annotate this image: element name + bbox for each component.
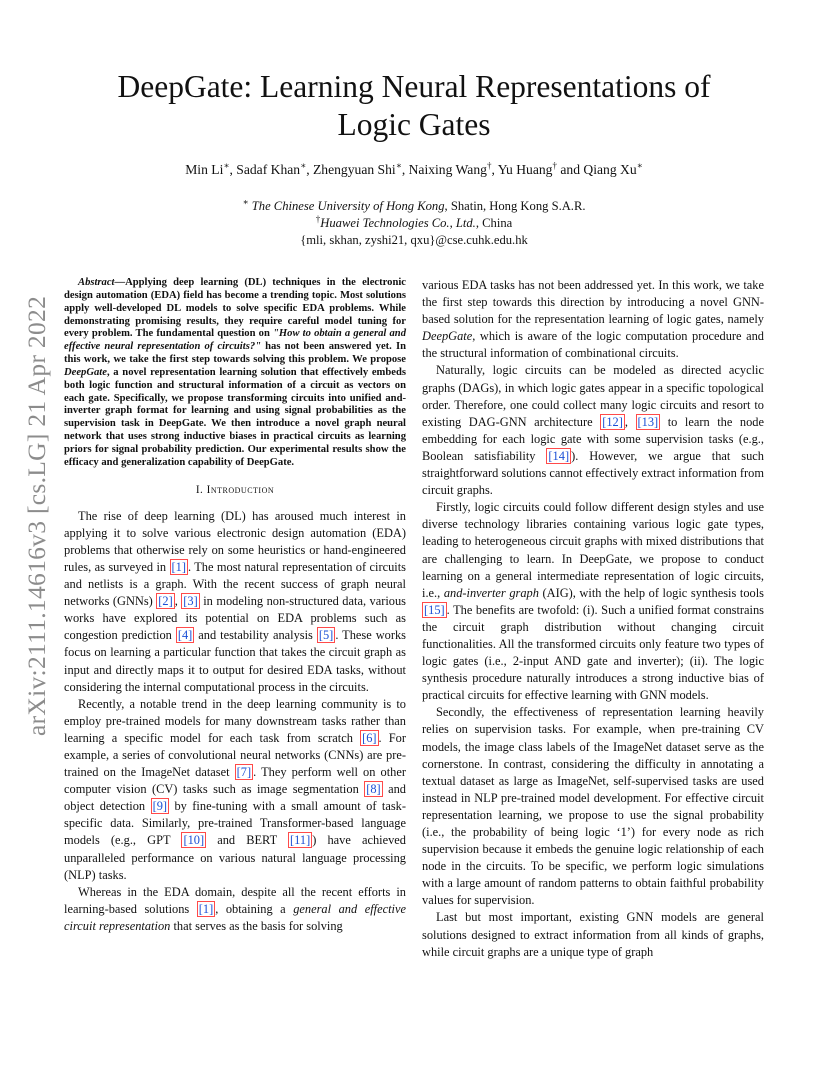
author-emails: {mli, skhan, zyshi21, qxu}@cse.cuhk.edu.hk (300, 233, 528, 247)
section-heading-introduction: I. Introduction (195, 483, 275, 496)
citation-link[interactable]: [8] (366, 782, 381, 797)
abstract (64, 277, 406, 470)
affiliation-place: , Shatin, Hong Kong S.A.R. (444, 199, 586, 213)
affiliation-org: Huawei Technologies Co., Ltd. (320, 216, 476, 230)
author-name: Qiang Xu (583, 162, 637, 177)
title-line-1: DeepGate: Learning Neural Representations of (117, 69, 711, 104)
author-mark: † (486, 160, 492, 171)
abstract-question: "How to obtain a general and effective neural representation of circuits?" (64, 328, 406, 353)
citation-link[interactable]: [2] (158, 594, 173, 609)
author-name: Zhengyuan Shi (313, 162, 396, 177)
citation-link[interactable]: [15] (424, 602, 445, 617)
abstract-label: Abstract (78, 277, 115, 288)
body-paragraph: Naturally, logic circuits can be modeled as directed acyclic graphs (DAGs), in which logic gates appear in a specific topological order. Therefore, one could collect many logic circuits and resort to existing DAG-GNN architecture [12] , [13] to learn the node embedding for each logic gate with some supervision tasks (e.g., Boolean satisfiability [14] ). However, we argue that such straightforward solutions cannot effectively extract information from circuit graphs. (422, 363, 764, 498)
arxiv-identifier-stamp[interactable]: arXiv:2111.14616v3 [cs.LG] 21 Apr 2022 (22, 295, 51, 736)
citation-link[interactable]: [6] (362, 730, 377, 745)
citation-link[interactable]: [1] (171, 559, 186, 574)
citation-link[interactable]: [3] (183, 594, 198, 609)
right-column (422, 277, 764, 961)
citation-link[interactable]: [5] (318, 628, 334, 643)
citation-link[interactable]: [1] (198, 901, 214, 916)
left-column (64, 277, 406, 935)
body-paragraph: Last but most important, existing GNN models are general solutions designed to extract information from all kinds of graphs, while circuit graphs are a unique type of graph (422, 910, 764, 959)
affiliation-mark: ∗ (242, 196, 249, 207)
author-mark: ∗ (636, 160, 643, 171)
body-paragraph: Whereas in the EDA domain, despite all the recent efforts in learning-based solutions [1] , obtaining a general and effective circuit representation that serves as the basis for solving (64, 884, 406, 933)
affiliation-huawei (60, 213, 768, 231)
citation-link[interactable]: [10] (183, 833, 205, 848)
author-mark: ∗ (223, 160, 230, 171)
affiliation-cuhk (60, 196, 768, 214)
body-paragraph: various EDA tasks has not been addressed yet. In this work, we take the first step towards this direction by introducing a novel GNN-based solution for the representation learning of logic gates, namely DeepGate, which is aware of the logic computation procedure and the structural information of combinational circuits. (422, 278, 764, 361)
citation-link[interactable]: [9] (152, 799, 168, 814)
author-name: Sadaf Khan (236, 162, 301, 177)
author-mark: † (552, 160, 557, 171)
citation-link[interactable]: [13] (637, 414, 659, 429)
author-name: Yu Huang (497, 162, 553, 177)
body-paragraph: Secondly, the effectiveness of representation learning heavily relies on supervision tasks. For example, when pre-training CV models, the image class labels of the ImageNet dataset serve as the cornerstone. In contrast, considering the difficulty in annotating a textual dataset as large as ImageNet, self-supervised tasks are used instead in NLP pre-trained model development. For effective circuit representation learning, we propose to use the signal probability (i.e., the probability of being logic ‘1’) for every node as rich supervision because it embeds the genuine logic relationship of each node in the circuits. To be specific, we perform logic simulations with a large amount of random patterns to obtain faithful probability values for supervision. (422, 705, 764, 908)
abstract-text: Abstract—Applying deep learning (DL) techniques in the electronic design automation (EDA) field has become a trending topic. Most solutions apply well-developed DL models to solve specific EDA problems. While demonstrating promising results, they require careful model tuning for every problem. The fundamental question on "How to obtain a general and effective neural representation of circuits?" has not been answered yet. In this work, we take the first step towards solving this problem. We propose DeepGate, a novel representation learning solution that effectively embeds both logic function and structural information of a circuit as vectors on each gate. Specifically, we propose transforming circuits into unified and-inverter graph format for learning and using signal probabilities as the supervision task in DeepGate. We then introduce a novel graph neural network that uses strong inductive biases in practical circuits as learning priors for signal probability prediction. Our experimental results show the efficacy and generalization capability of DeepGate. (64, 277, 406, 468)
author-name: Min Li (185, 162, 224, 177)
title-line-2: Logic Gates (337, 107, 491, 142)
body-paragraph: The rise of deep learning (DL) has aroused much interest in applying it to solve various electronic design automation (EDA) problems that otherwise rely on some heuristics or hand-engineered rules, as surveyed in [1] . The most natural representation of circuits and netlists is a graph. With the recent success of graph neural networks (GNNs) [2] , [3] in modeling non-structured data, various works have explored its potential on EDA problems such as congestion prediction [4] and testability analysis [5] . These works focus on learning a particular function that takes the circuit graph as input and directly maps it to output for desired EDA tasks, without considering the internal computational process in the circuits. (64, 508, 406, 694)
paper-title (60, 68, 768, 144)
body-paragraph: Firstly, logic circuits could follow different design styles and use diverse technology libraries containing various logic gate types, leading to heterogeneous circuit graphs with mixed distributions that are challenging to learn. In DeepGate, we propose to conduct learning on a general intermediate representation of logic circuits, i.e., and-inverter graph (AIG), with the help of logic synthesis tools [15] . The benefits are twofold: (i). Such a unified format constrains the circuit graph distribution without changing circuit functionalities. All the transformed circuits only feature two types of logic gates (i.e., 2-input AND gate and inverter); (ii). The logic synthesis procedure naturally introduces a strong inductive bias of practical circuits for effective learning with GNN models. (422, 500, 764, 703)
author-mark: ∗ (395, 160, 402, 171)
citation-link[interactable]: [7] (236, 765, 252, 780)
author-name: Naixing Wang (408, 162, 487, 177)
citation-link[interactable]: [14] (548, 448, 570, 463)
body-paragraph: Recently, a notable trend in the deep learning community is to employ pre-trained models for many downstream tasks rather than learning a specific model for each task from scratch [6] . For example, a series of convolutional neural networks (CNNs) are pre-trained on the ImageNet dataset [7] . They perform well on other computer vision (CV) tasks such as image segmentation [8] and object detection [9] by fine-tuning with a small amount of task-specific data. Similarly, pre-trained Transformer-based language models (e.g., GPT [10] and BERT [11] ) have achieved unparalleled performance on various natural language processing (NLP) tasks. (64, 696, 406, 882)
author-mark: ∗ (300, 160, 307, 171)
affiliation-place: , China (475, 216, 513, 230)
affiliation-mark: † (315, 213, 321, 224)
affiliation-org: The Chinese University of Hong Kong (251, 199, 445, 213)
abstract-deepgate: DeepGate (64, 366, 107, 378)
citation-link[interactable]: [4] (177, 628, 193, 643)
author-list: Min Li∗, Sadaf Khan∗, Zhengyuan Shi∗, Naixing Wang†, Yu Huang† and Qiang Xu∗ (185, 160, 643, 177)
citation-link[interactable]: [11] (290, 833, 311, 848)
citation-link[interactable]: [12] (602, 414, 623, 429)
